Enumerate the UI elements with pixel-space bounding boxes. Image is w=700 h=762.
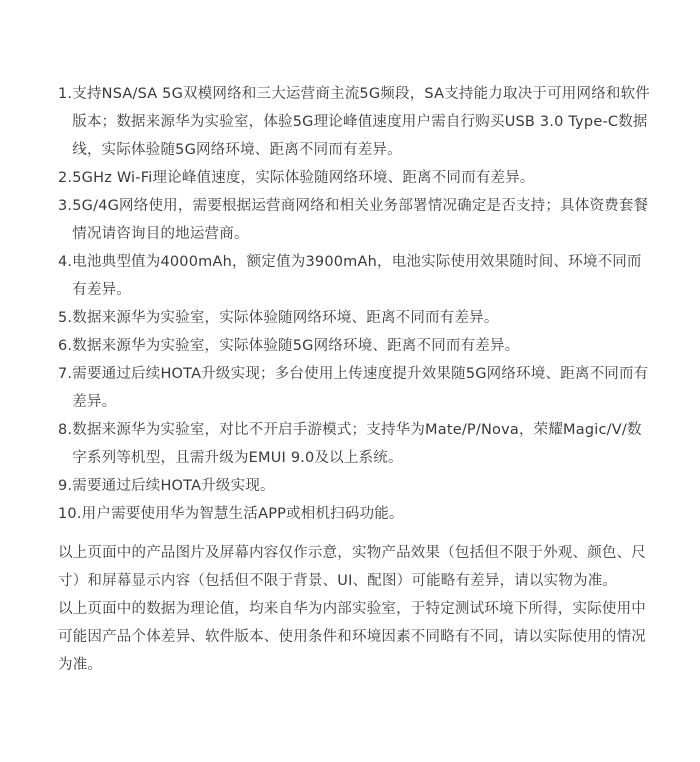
footnote-number: 5. [58, 310, 73, 326]
footnote-8 [58, 416, 658, 472]
footnote-7 [58, 360, 658, 416]
footnote-10 [58, 500, 658, 528]
footnote-number: 9. [58, 478, 73, 494]
footnote-text: 数据来源华为实验室，实际体验随5G网络环境、距离不同而有差异。 [72, 338, 520, 354]
footnote-text: 电池典型值为4000mAh，额定值为3900mAh，电池实际使用效果随时间、环境不同而有差异。 [72, 254, 642, 298]
footnote-5 [58, 304, 658, 332]
disclaimer-paragraph-images: 以上页面中的产品图片及屏幕内容仅作示意，实物产品效果（包括但不限于外观、颜色、尺寸）和屏幕显示内容（包括但不限于背景、UI、配图）可能略有差异，请以实物为准。 [58, 545, 646, 589]
footnote-text: 用户需要使用华为智慧生活APP或相机扫码功能。 [81, 506, 404, 522]
footnote-number: 1. [58, 86, 73, 102]
footnote-number: 4. [58, 254, 73, 270]
footnote-number: 7. [58, 366, 73, 382]
footnote-text: 支持NSA/SA 5G双模网络和三大运营商主流5G频段，SA支持能力取决于可用网络和软件版本；数据来源华为实验室，体验5G理论峰值速度用户需自行购买USB 3.0 Type-C数据线，实际体验随5G网络环境、距离不同而有差异。 [72, 86, 650, 158]
disclaimer-paragraph-data: 以上页面中的数据为理论值，均来自华为内部实验室，于特定测试环境下所得，实际使用中可能因产品个体差异、软件版本、使用条件和环境因素不同略有不同，请以实际使用的情况为准。 [58, 601, 646, 673]
footnote-text: 数据来源华为实验室，实际体验随网络环境、距离不同而有差异。 [72, 310, 499, 326]
footnote-6 [58, 332, 658, 360]
footnote-2 [58, 164, 658, 192]
footnote-1 [58, 80, 658, 164]
footnote-9 [58, 472, 658, 500]
footnote-number: 8. [58, 422, 73, 438]
footnotes-list [58, 80, 658, 528]
footnote-4 [58, 248, 658, 304]
footnote-text: 需要通过后续HOTA升级实现。 [72, 478, 275, 494]
footnote-3 [58, 192, 658, 248]
footnote-text: 5GHz Wi-Fi理论峰值速度，实际体验随网络环境、距离不同而有差异。 [72, 170, 535, 186]
footnote-number: 6. [58, 338, 73, 354]
footnote-number: 3. [58, 198, 73, 214]
footnote-number: 10. [58, 506, 82, 522]
footnote-text: 5G/4G网络使用，需要根据运营商网络和相关业务部署情况确定是否支持；具体资费套餐情况请咨询目的地运营商。 [72, 198, 649, 242]
footnote-number: 2. [58, 170, 73, 186]
footnote-text: 数据来源华为实验室，对比不开启手游模式；支持华为Mate/P/Nova，荣耀Magic/V/数字系列等机型，且需升级为EMUI 9.0及以上系统。 [72, 422, 642, 466]
disclaimer-section [58, 539, 658, 679]
footnote-text: 需要通过后续HOTA升级实现；多台使用上传速度提升效果随5G网络环境、距离不同而有差异。 [72, 366, 649, 410]
